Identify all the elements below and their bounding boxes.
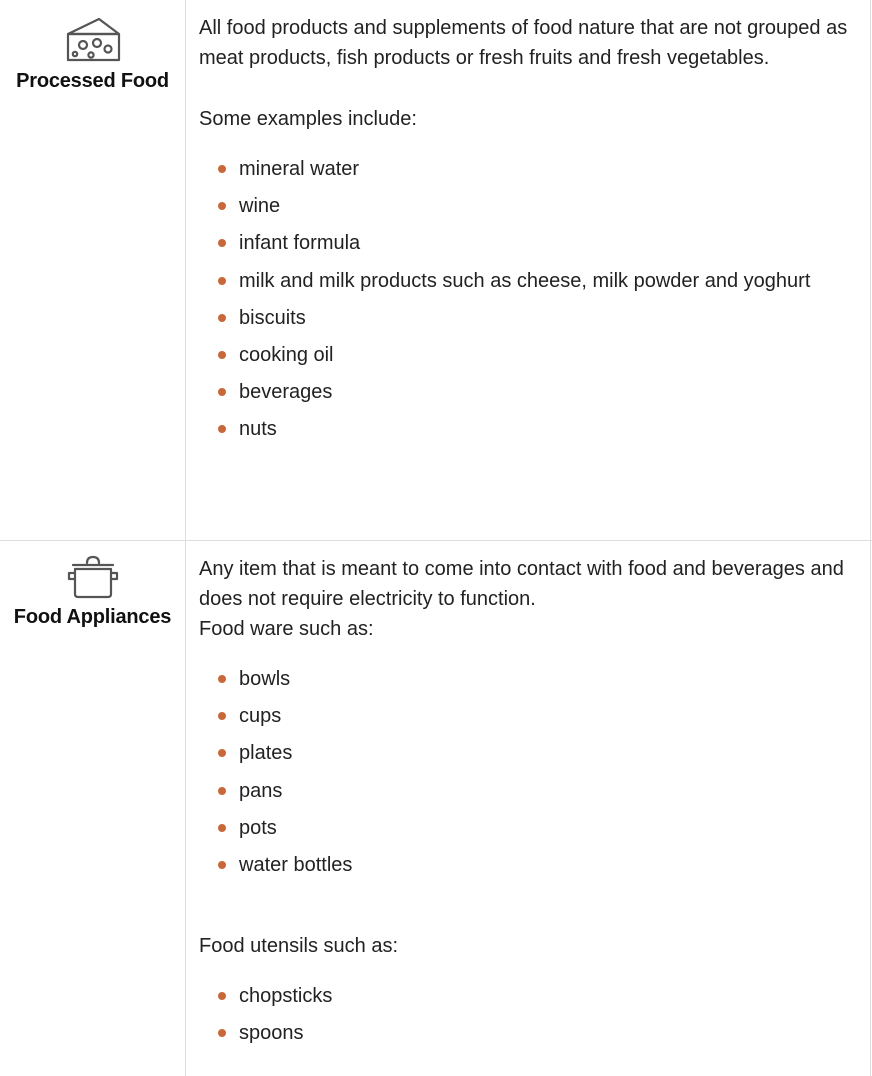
examples-list <box>199 154 859 444</box>
list-item: cups <box>239 701 859 731</box>
utensils-list <box>199 981 859 1048</box>
description-text: All food products and supplements of food nature that are not grouped as meat products, fish products or fresh fruits and fresh vegetables. <box>199 17 848 69</box>
food-ware-intro: Food ware such as: <box>199 618 374 640</box>
cooking-pot-icon <box>65 554 121 600</box>
list-item: wine <box>239 191 859 221</box>
examples-intro: Some examples include: <box>199 108 417 130</box>
list-item: beverages <box>239 377 859 407</box>
list-item: nuts <box>239 414 859 444</box>
category-name: Food Appliances <box>13 606 172 628</box>
list-item: spoons <box>239 1018 859 1048</box>
utensils-intro: Food utensils such as: <box>199 935 398 958</box>
list-item: pots <box>239 813 859 843</box>
list-item: milk and milk products such as cheese, milk powder and yoghurt <box>239 266 859 296</box>
list-item: biscuits <box>239 303 859 333</box>
food-ware-list <box>199 664 859 880</box>
category-name: Processed Food <box>16 70 169 92</box>
list-item: mineral water <box>239 154 859 184</box>
list-item: cooking oil <box>239 340 859 370</box>
category-cell-processed-food <box>0 14 185 93</box>
list-item: infant formula <box>239 228 859 258</box>
list-item: water bottles <box>239 850 859 880</box>
list-item: pans <box>239 776 859 806</box>
cheese-icon <box>63 14 123 64</box>
description-text: Any item that is meant to come into contact with food and beverages and does not require electricity to function. <box>199 558 844 610</box>
list-item: bowls <box>239 664 859 694</box>
list-item: plates <box>239 738 859 768</box>
list-item: chopsticks <box>239 981 859 1011</box>
description-cell-processed-food <box>199 13 859 452</box>
description-cell-food-appliances <box>199 554 859 1056</box>
category-cell-food-appliances <box>0 554 185 629</box>
